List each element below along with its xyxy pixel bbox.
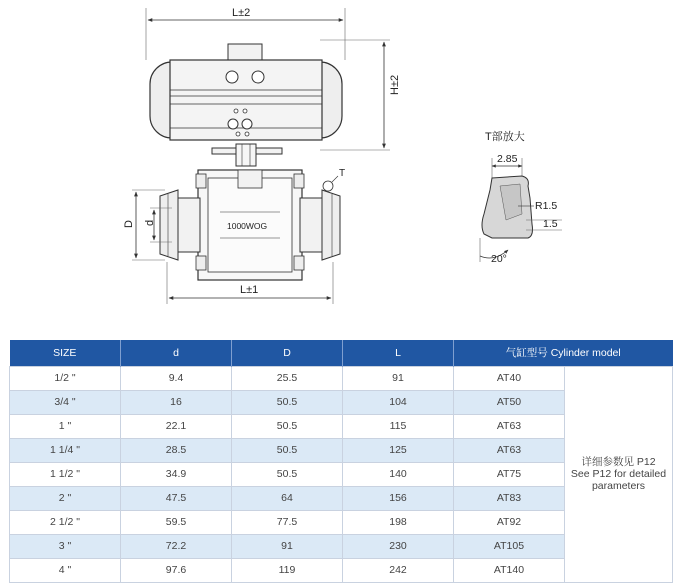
header-cylinder-model: 气缸型号 Cylinder model (454, 340, 673, 366)
cell-size: 3 " (10, 534, 121, 558)
cell-length: 156 (343, 486, 454, 510)
cell-model: AT83 (454, 486, 565, 510)
cell-d-small: 22.1 (121, 414, 232, 438)
cell-d-big: 91 (232, 534, 343, 558)
detail-title: T部放大 (485, 131, 525, 143)
header-d-small: d (121, 340, 232, 366)
cell-d-big: 50.5 (232, 438, 343, 462)
cell-d-small: 59.5 (121, 510, 232, 534)
cell-d-big: 64 (232, 486, 343, 510)
cell-size: 1 1/2 " (10, 462, 121, 486)
table-header-row (10, 340, 673, 366)
cell-size: 1/2 " (10, 366, 121, 390)
cell-model: AT92 (454, 510, 565, 534)
cell-d-big: 25.5 (232, 366, 343, 390)
cell-d-small: 97.6 (121, 558, 232, 582)
cell-d-big: 77.5 (232, 510, 343, 534)
cell-length: 230 (343, 534, 454, 558)
detail-t-enlargement (480, 129, 562, 265)
cell-model: AT75 (454, 462, 565, 486)
callout-t-label: T (339, 168, 346, 179)
cell-size: 3/4 " (10, 390, 121, 414)
valve-body (196, 170, 304, 280)
cell-length: 104 (343, 390, 454, 414)
cell-model: AT40 (454, 366, 565, 390)
reference-note (565, 366, 673, 582)
cell-d-big: 50.5 (232, 462, 343, 486)
header-d-big: D (232, 340, 343, 366)
dim-d-big-label: D (123, 220, 135, 228)
cell-length: 115 (343, 414, 454, 438)
detail-radius-label: R1.5 (535, 200, 558, 212)
cell-size: 4 " (10, 558, 121, 582)
note-en-2: parameters (591, 480, 646, 492)
cell-size: 1 1/4 " (10, 438, 121, 462)
cell-length: 242 (343, 558, 454, 582)
cell-d-big: 50.5 (232, 390, 343, 414)
mounting-bracket (212, 144, 282, 166)
cell-d-big: 119 (232, 558, 343, 582)
cell-model: AT50 (454, 390, 565, 414)
cell-model: AT63 (454, 414, 565, 438)
cell-model: AT105 (454, 534, 565, 558)
cell-model: AT63 (454, 438, 565, 462)
cell-d-small: 72.2 (121, 534, 232, 558)
spec-table (9, 340, 673, 583)
right-clamp-ferrule (300, 168, 345, 260)
cell-size: 2 1/2 " (10, 510, 121, 534)
cell-d-big: 50.5 (232, 414, 343, 438)
cell-size: 2 " (10, 486, 121, 510)
cell-d-small: 34.9 (121, 462, 232, 486)
body-marking: 1000WOG (227, 221, 268, 231)
detail-width-label: 2.85 (497, 153, 518, 165)
cell-model: AT140 (454, 558, 565, 582)
dim-d-small-label: d (144, 219, 156, 226)
cell-length: 140 (343, 462, 454, 486)
cell-length: 125 (343, 438, 454, 462)
cell-size: 1 " (10, 414, 121, 438)
note-cn: 详细参数见 P12 (581, 456, 656, 468)
left-clamp-ferrule (160, 190, 200, 260)
header-size: SIZE (10, 340, 121, 366)
cell-length: 198 (343, 510, 454, 534)
dim-l-top-label: L±2 (232, 7, 251, 19)
cell-d-small: 47.5 (121, 486, 232, 510)
detail-angle-label: 20° (491, 253, 507, 265)
cell-d-small: 9.4 (121, 366, 232, 390)
cell-d-small: 28.5 (121, 438, 232, 462)
pneumatic-actuator (150, 44, 342, 140)
note-en-1: See P12 for detailed (570, 468, 667, 480)
dim-h-label: H±2 (389, 74, 401, 95)
header-length: L (343, 340, 454, 366)
table-row (10, 366, 673, 390)
dim-l-bottom-label: L±1 (240, 284, 259, 296)
detail-thickness-label: 1.5 (543, 218, 558, 230)
cell-length: 91 (343, 366, 454, 390)
cell-d-small: 16 (121, 390, 232, 414)
